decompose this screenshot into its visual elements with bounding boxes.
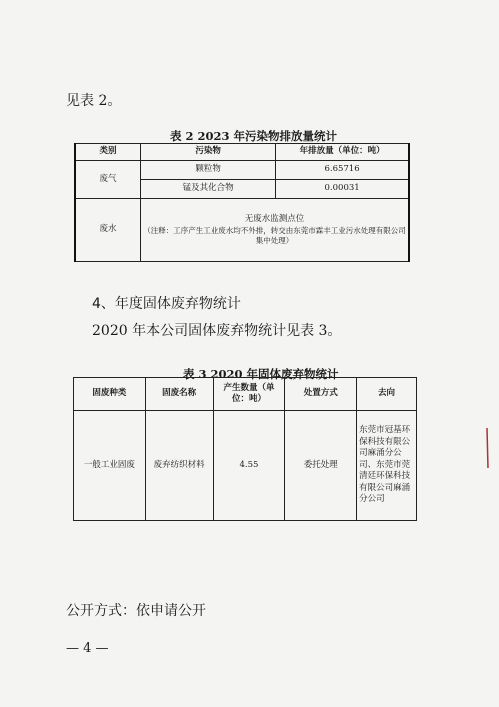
water-category-cell: 废水 bbox=[75, 199, 141, 262]
table2-caption: 表 2 2023 年污染物排放量统计 bbox=[170, 129, 338, 143]
table3-header-destination: 去向 bbox=[357, 378, 417, 411]
waste-quantity-cell: 4.55 bbox=[213, 411, 285, 521]
water-note-line2: （注释：工序产生工业废水均不外排，转交由东莞市霖丰工业污水处理有限公司集中处理） bbox=[143, 225, 406, 245]
disclosure-method: 公开方式：依申请公开 bbox=[66, 603, 206, 619]
binding-mark-icon bbox=[485, 428, 489, 468]
table2-header-category: 类别 bbox=[75, 144, 141, 161]
table-row bbox=[74, 411, 417, 521]
page-number: — 4 — bbox=[66, 641, 109, 656]
solid-waste-table bbox=[73, 377, 417, 521]
water-note-cell bbox=[141, 199, 409, 262]
table3-caption: 表 3 2020 年固体废弃物统计 bbox=[183, 367, 339, 381]
table-row bbox=[75, 199, 409, 262]
intro-text: 见表 2。 bbox=[66, 93, 122, 109]
disposal-method-cell: 委托处理 bbox=[285, 411, 357, 521]
table2-header-pollutant: 污染物 bbox=[141, 144, 276, 161]
amount-cell: 6.65716 bbox=[276, 161, 409, 180]
pollutant-emission-table bbox=[74, 143, 410, 262]
table3-header-name: 固废名称 bbox=[145, 378, 213, 411]
section4-heading: 4、年度固体废弃物统计 bbox=[92, 296, 241, 312]
table3-header-method: 处置方式 bbox=[285, 378, 357, 411]
table2-header-row bbox=[75, 144, 409, 161]
waste-name-cell: 废弃纺织材料 bbox=[145, 411, 213, 521]
waste-type-cell: 一般工业固废 bbox=[74, 411, 146, 521]
table3-header-quantity: 产生数量（单位：吨） bbox=[213, 378, 285, 411]
amount-cell: 0.00031 bbox=[276, 180, 409, 199]
destination-cell: 东莞市冠基环保科技有限公司麻涌分公司、东莞市莞清廷环保科技有限公司麻涌分公司 bbox=[357, 411, 417, 521]
pollutant-cell: 锰及其化合物 bbox=[141, 180, 276, 199]
table3-header-row bbox=[74, 378, 417, 411]
table2-header-amount: 年排放量（单位：吨） bbox=[276, 144, 409, 161]
gas-category-cell: 废气 bbox=[75, 161, 141, 199]
table-row bbox=[75, 161, 409, 180]
table3-header-type: 固废种类 bbox=[74, 378, 146, 411]
water-note-line1: 无废水监测点位 bbox=[244, 214, 305, 225]
pollutant-cell: 颗粒物 bbox=[141, 161, 276, 180]
section4-sentence: 2020 年本公司固体废弃物统计见表 3。 bbox=[92, 323, 342, 339]
